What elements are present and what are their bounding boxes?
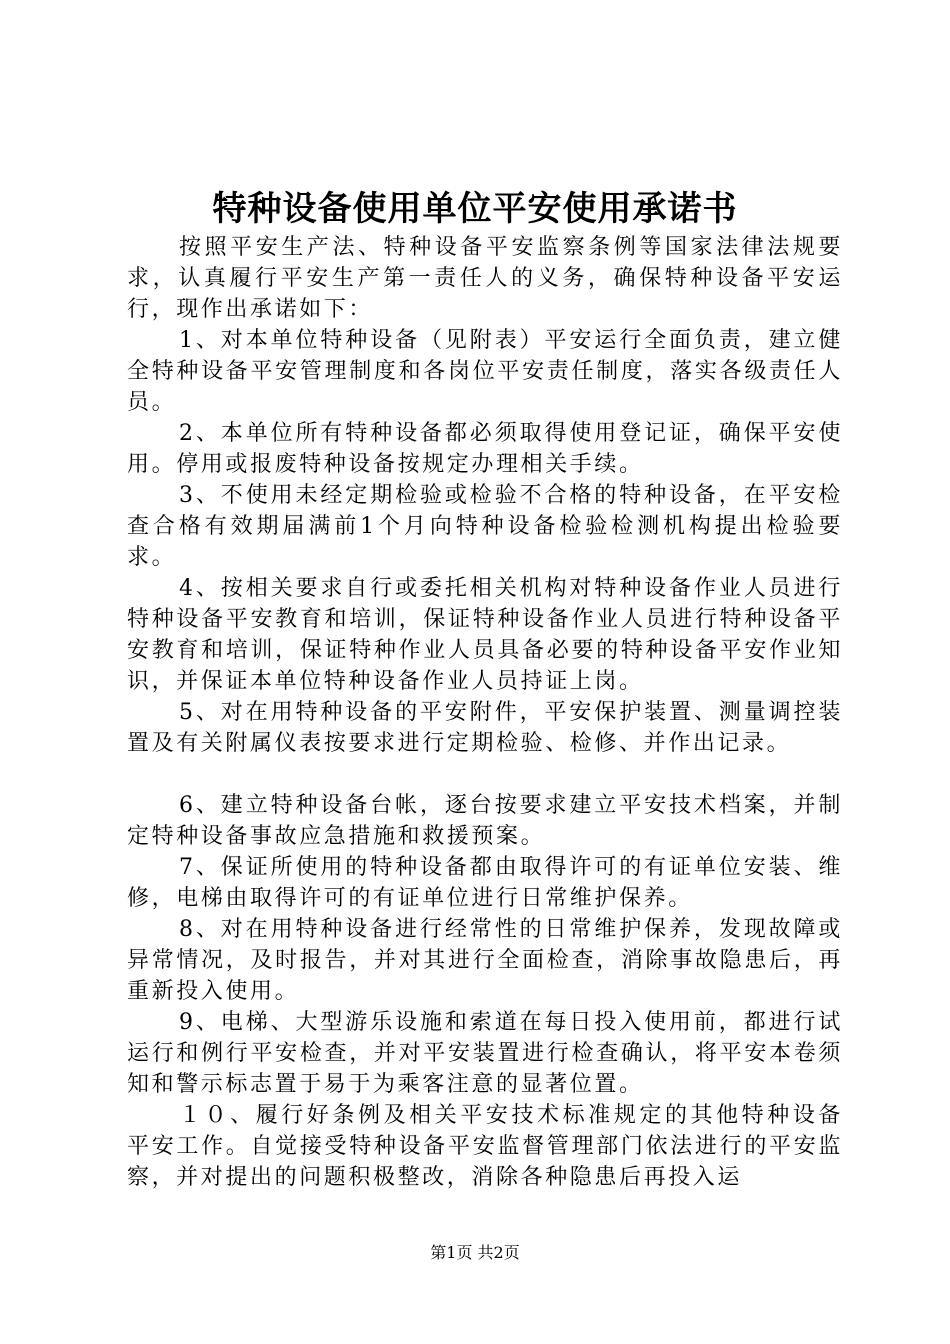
paragraph-item-1: 1、对本单位特种设备（见附表）平安运行全面负责，建立健全特种设备平安管理制度和各岗位平安责任制度，落实各级责任人员。	[127, 328, 843, 415]
document-title: 特种设备使用单位平安使用承诺书	[212, 189, 738, 229]
paragraph-item-2: 2、本单位所有特种设备都必须取得使用登记证，确保平安使用。停用或报废特种设备按规定办理相关手续。	[127, 421, 843, 477]
page-number-footer: 第1页 共2页	[430, 1243, 520, 1262]
paragraph-item-7: 7、保证所使用的特种设备都由取得许可的有证单位安装、维修，电梯由取得许可的有证单位进行日常维护保养。	[127, 855, 843, 911]
document-body	[127, 232, 843, 1193]
paragraph-item-8: 8、对在用特种设备进行经常性的日常维护保养，发现故障或异常情况，及时报告，并对其进行全面检查，消除事故隐患后，再重新投入使用。	[127, 917, 843, 1004]
paragraph-item-9: 9、电梯、大型游乐设施和索道在每日投入使用前，都进行试运行和例行平安检查，并对平安装置进行检查确认，将平安本卷须知和警示标志置于易于为乘客注意的显著位置。	[127, 1010, 843, 1097]
paragraph-item-10: １０、履行好条例及相关平安技术标准规定的其他特种设备平安工作。自觉接受特种设备平安监督管理部门依法进行的平安监察，并对提出的问题积极整改，消除各种隐患后再投入运	[127, 1103, 843, 1190]
paragraph-intro: 按照平安生产法、特种设备平安监察条例等国家法律法规要求，认真履行平安生产第一责任人的义务，确保特种设备平安运行，现作出承诺如下：	[127, 235, 843, 322]
paragraph-item-3: 3、不使用未经定期检验或检验不合格的特种设备，在平安检查合格有效期届满前1个月向特种设备检验检测机构提出检验要求。	[127, 483, 843, 570]
paragraph-item-6: 6、建立特种设备台帐，逐台按要求建立平安技术档案，并制定特种设备事故应急措施和救援预案。	[127, 793, 843, 849]
paragraph-item-4: 4、按相关要求自行或委托相关机构对特种设备作业人员进行特种设备平安教育和培训，保证特种设备作业人员进行特种设备平安教育和培训，保证特种作业人员具备必要的特种设备平安作业知识，并保证本单位特种设备作业人员持证上岗。	[127, 576, 843, 694]
paragraph-spacer	[127, 759, 843, 790]
paragraph-item-5: 5、对在用特种设备的平安附件，平安保护装置、测量调控装置及有关附属仪表按要求进行定期检验、检修、并作出记录。	[127, 700, 843, 756]
